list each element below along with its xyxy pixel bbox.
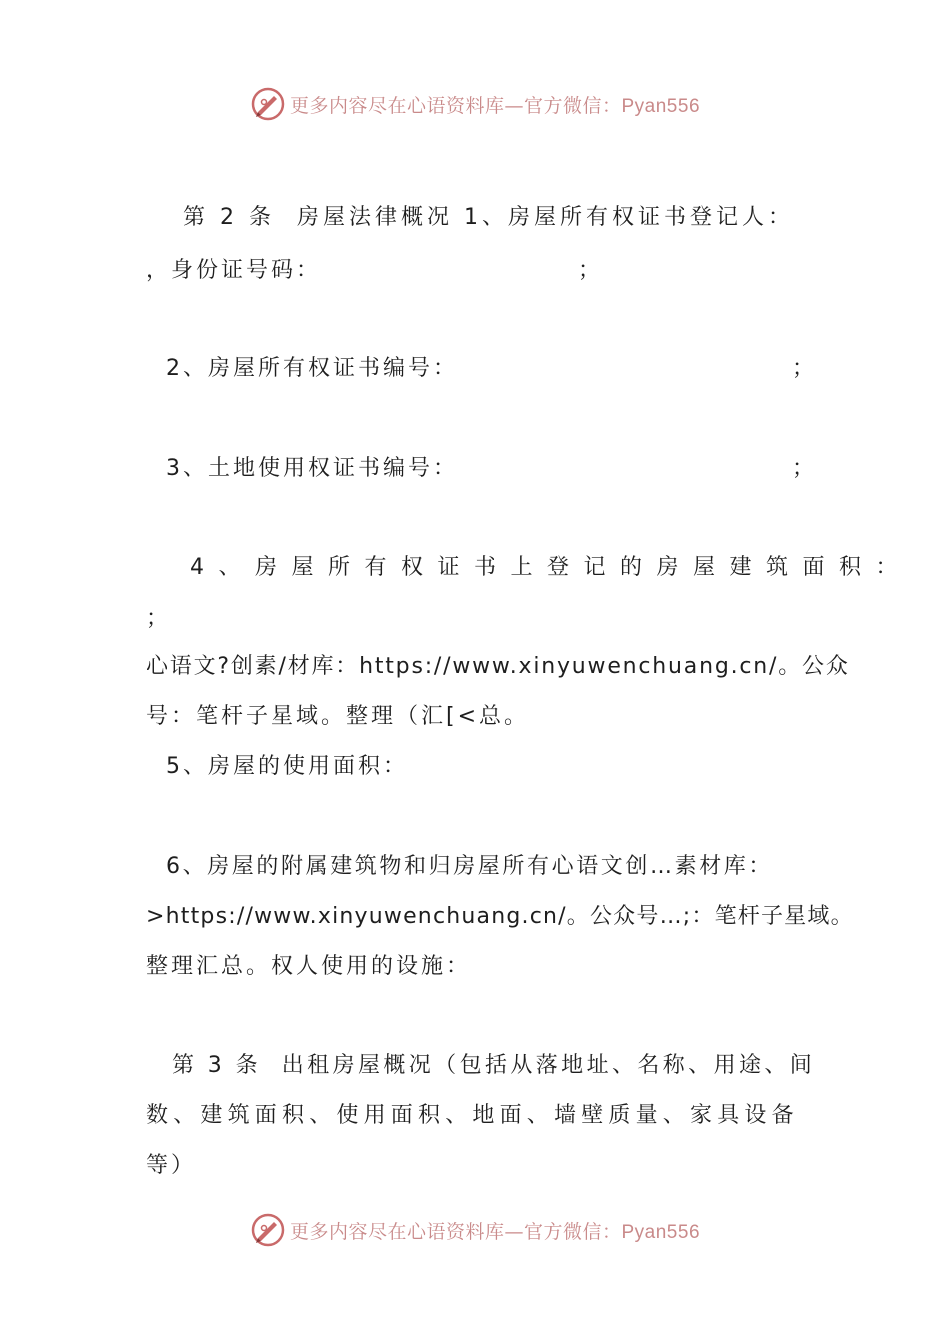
attached-buildings-line-3: 整理汇总。权人使用的设施：: [146, 954, 472, 979]
article-3-line-2: 数、建筑面积、使用面积、地面、墙壁质量、家具设备: [146, 1103, 799, 1128]
banner-text: [290, 1217, 700, 1244]
usable-area-line: 5、房屋的使用面积：: [166, 754, 408, 779]
article-3-line: 第 3 条 出租房屋概况（包括从落地址、名称、用途、间: [172, 1053, 816, 1078]
watermark-text-line-1: 心语文?创素/材库：https://www.xinyuwenchuang.cn/。公众: [146, 654, 850, 679]
banner-wechat-id: Pyan556: [621, 95, 701, 117]
building-area-line: 4、房屋所有权证书上登记的房屋建筑面积：: [190, 555, 912, 580]
land-certificate-end: ；: [792, 456, 815, 481]
id-number-line: ，身份证号码：: [146, 258, 322, 283]
pen-logo-icon: [250, 1212, 286, 1248]
id-number-end: ；: [578, 258, 601, 283]
banner-text: [290, 91, 700, 118]
land-certificate-line: 3、土地使用权证书编号：: [166, 456, 458, 481]
banner-title: 更多内容尽在心语资料库—官方微信：: [289, 94, 622, 117]
article-3-line-3: 等）: [146, 1153, 197, 1178]
banner-title: 更多内容尽在心语资料库—官方微信：: [289, 1220, 622, 1243]
certificate-number-line: 2、房屋所有权证书编号：: [166, 356, 458, 381]
watermark-text-line-2: 号：笔杆子星域。整理（汇[<总。: [146, 704, 530, 729]
attached-buildings-line: 6、房屋的附属建筑物和归房屋所有心语文创…素材库：: [166, 854, 773, 879]
pen-logo-icon: [250, 86, 286, 122]
article-2-line: 第 2 条 房屋法律概况 1、房屋所有权证书登记人：: [183, 205, 794, 230]
header-banner: [0, 82, 950, 126]
certificate-number-end: ；: [792, 356, 815, 381]
attached-buildings-line-2: >https://www.xinyuwenchuang.cn/。公众号…;：笔杆子星域。: [146, 904, 854, 929]
footer-banner: [0, 1208, 950, 1252]
banner-wechat-id: Pyan556: [621, 1221, 701, 1243]
building-area-end: ；: [146, 606, 172, 631]
